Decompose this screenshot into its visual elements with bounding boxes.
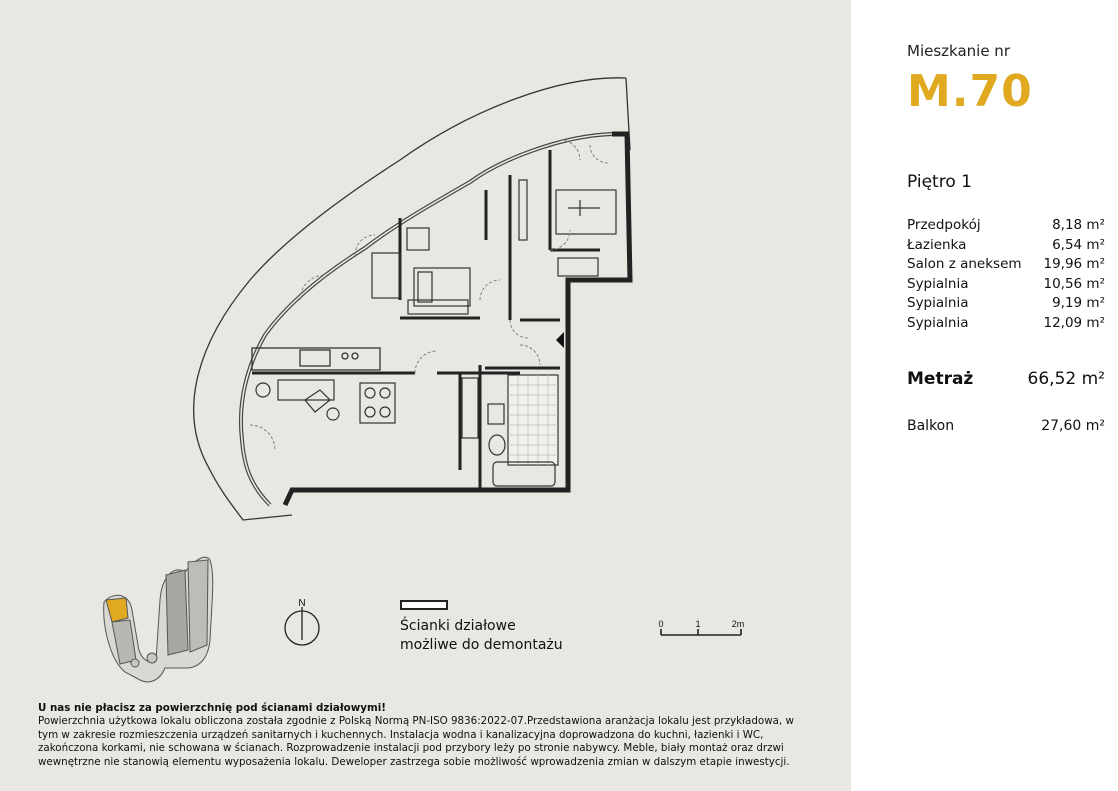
room-row (907, 314, 1105, 334)
legend-swatch (401, 601, 447, 609)
disclaimer-note (38, 702, 808, 769)
compass-label: N (298, 598, 306, 609)
room-name: Sypialnia (907, 275, 969, 292)
bedroom-furniture (372, 180, 616, 314)
room-row (907, 275, 1105, 295)
note-headline: U nas nie płacisz za powierzchnię pod ścianami działowymi! (38, 702, 386, 714)
room-area: 12,09 m² (1043, 314, 1105, 331)
room-area: 9,19 m² (1052, 295, 1105, 311)
room-name: Sypialnia (907, 314, 969, 331)
total-area-row (907, 369, 1105, 389)
total-area-value: 66,52 m² (1027, 369, 1105, 389)
room-list (907, 216, 1105, 333)
compass-icon (285, 607, 319, 645)
scale-tick-1: 1 (695, 619, 701, 629)
room-name: Sypialnia (907, 295, 969, 311)
room-area: 10,56 m² (1043, 275, 1105, 292)
balcony-value: 27,60 m² (1041, 418, 1105, 434)
scale-tick-2: 2m (731, 619, 745, 629)
legend-line-1: Ścianki działowe (400, 618, 516, 634)
legend-line-2: możliwe do demontażu (400, 637, 563, 653)
room-name: Salon z aneksem (907, 256, 1022, 272)
room-area: 6,54 m² (1052, 236, 1105, 253)
entrance-marker (556, 332, 564, 348)
scale-tick-0: 0 (658, 619, 664, 629)
room-area: 19,96 m² (1043, 256, 1105, 272)
room-row (907, 236, 1105, 256)
room-row (907, 216, 1105, 236)
room-row (907, 255, 1105, 275)
site-key-plan (104, 557, 213, 682)
note-body: Powierzchnia użytkowa lokalu obliczona została zgodnie z Polską Normą PN-ISO 9836:2022-07.Przedstawiona aranżacja lokalu jest przykładowa, w tym w zakresie rozmieszczenia urządzeń sanitarnych i kuchennych. Instalacja wodna i kanalizacyjna doprowadzona do kuchni, łazienki i WC, zakończona korkami, nie schowana w ścianach. Rozprowadzenie instalacji pod przybory leży po stronie nabywcy. Meble, biały montaż oraz drzwi wewnętrzne nie stanowią elementu wyposażenia lokalu. Deweloper zastrzega sobie możliwość wprowadzenia zmian w dalszym etapie inwestycji. (38, 715, 794, 768)
apartment-number: M.70 (907, 66, 1033, 117)
legend-text (400, 617, 563, 655)
balcony-row (907, 418, 1105, 434)
scale-bar (661, 629, 741, 635)
balcony-label: Balkon (907, 418, 955, 434)
balcony-outline (194, 78, 630, 520)
living-furniture (256, 380, 395, 423)
apartment-label: Mieszkanie nr (907, 42, 1010, 60)
room-name: Łazienka (907, 236, 967, 253)
total-area-label: Metraż (907, 369, 974, 389)
room-name: Przedpokój (907, 217, 981, 233)
kitchen-counter (252, 348, 380, 370)
info-panel (851, 0, 1118, 791)
room-row (907, 294, 1105, 314)
bathroom (462, 375, 558, 486)
room-area: 8,18 m² (1052, 217, 1105, 233)
floor-label: Piętro 1 (907, 172, 972, 192)
